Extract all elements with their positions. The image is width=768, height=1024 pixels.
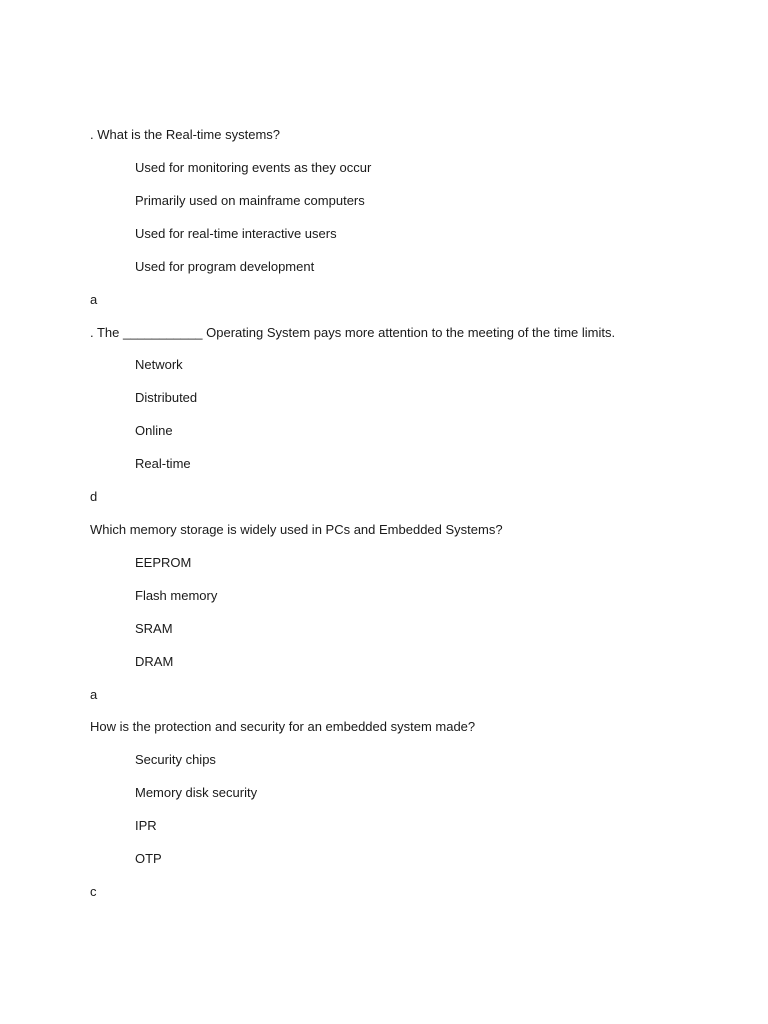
question-2-text: . The ___________ Operating System pays more attention to the meeting of the time limits. [90,325,616,340]
question-1-option-b: Primarily used on mainframe computers [135,193,365,208]
question-1-option-d: Used for program development [135,259,315,274]
question-4-option-a: Security chips [135,752,216,767]
question-4-option-c: IPR [135,818,157,833]
question-2-answer: d [90,489,98,504]
question-1-option-c: Used for real-time interactive users [135,226,337,241]
question-2-option-b: Distributed [135,390,198,405]
question-4-option-b: Memory disk security [135,785,258,800]
question-4-option-d: OTP [135,851,162,866]
question-1-text: . What is the Real-time systems? [90,127,280,142]
question-3-text: Which memory storage is widely used in PCs and Embedded Systems? [90,522,503,537]
question-1-answer: a [90,292,98,307]
question-3-option-c: SRAM [135,621,173,636]
question-3-option-a: EEPROM [135,555,192,570]
question-3-option-d: DRAM [135,654,174,669]
question-1-option-a: Used for monitoring events as they occur [135,160,372,175]
question-2-option-d: Real-time [135,456,191,471]
question-2-option-c: Online [135,423,173,438]
question-3-answer: a [90,687,98,702]
question-2-option-a: Network [135,357,183,372]
question-4-answer: c [90,884,97,899]
question-3-option-b: Flash memory [135,588,218,603]
question-4-text: How is the protection and security for an embedded system made? [90,719,476,734]
